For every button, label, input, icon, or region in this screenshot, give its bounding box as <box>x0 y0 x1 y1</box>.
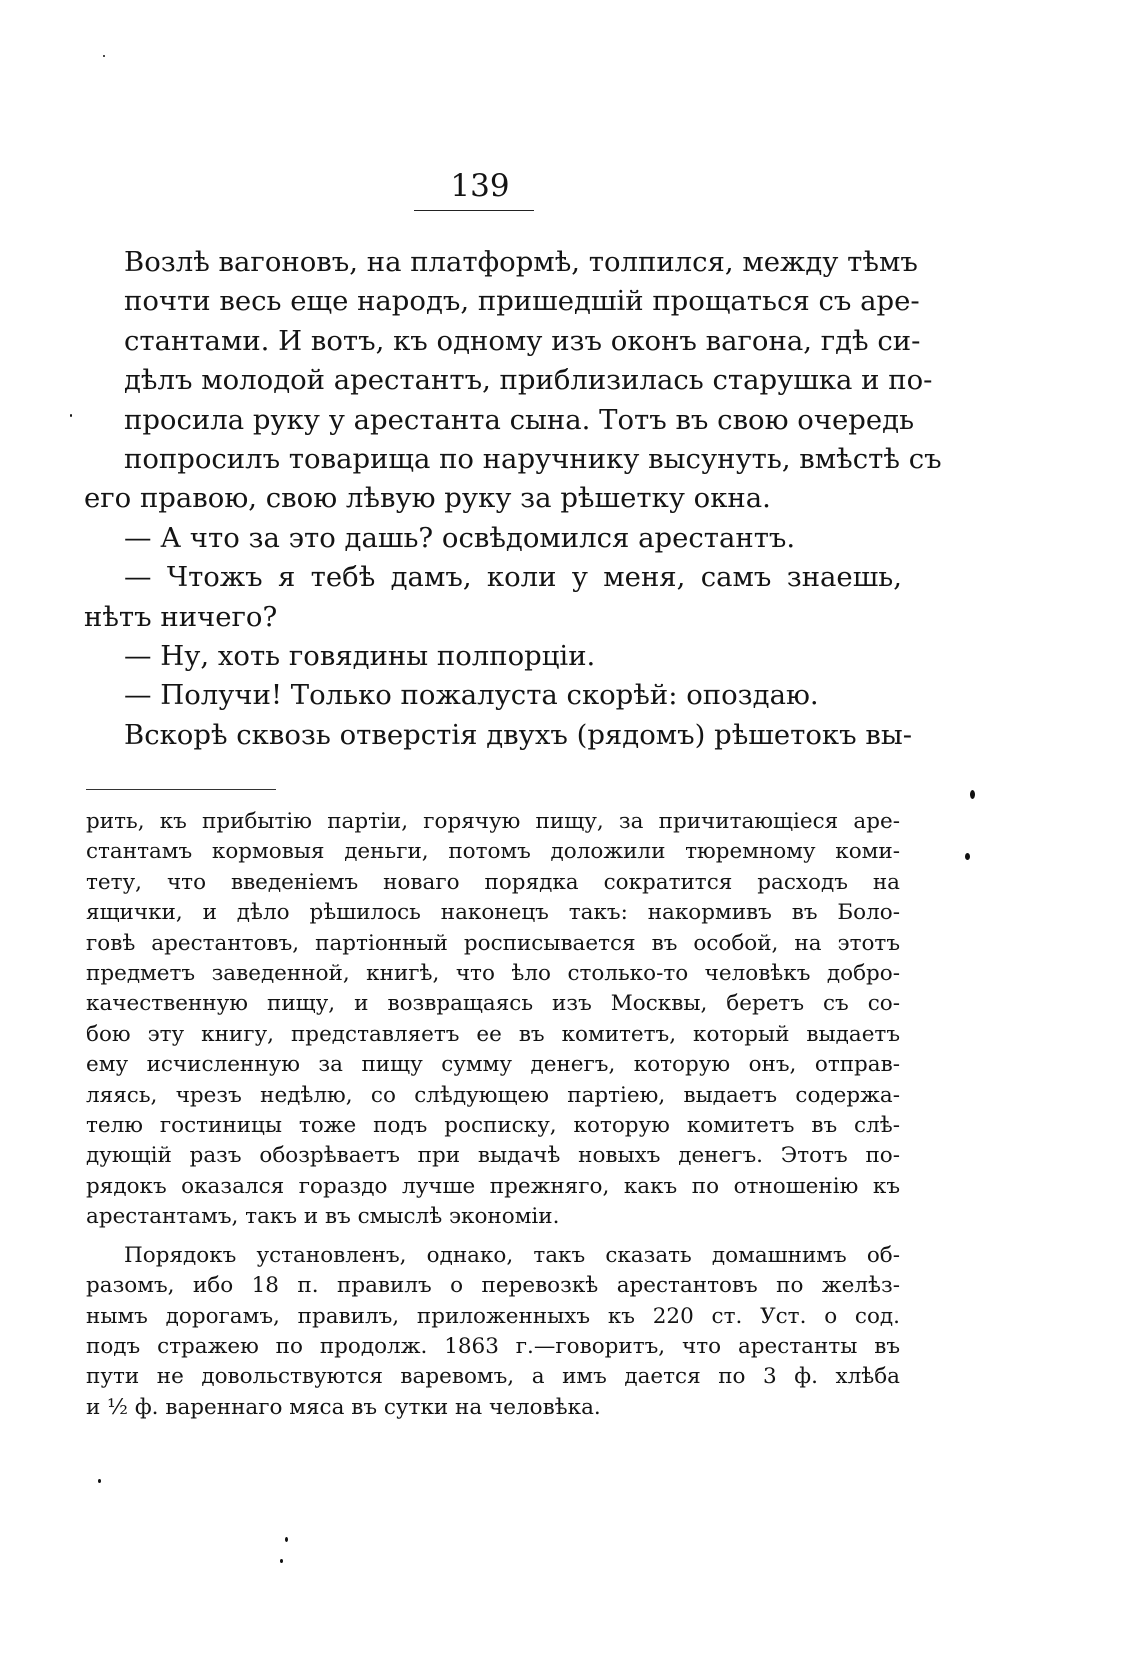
footnote-line: арестантамъ, такъ и въ смыслѣ экономіи. <box>86 1204 560 1230</box>
scan-speck <box>970 790 975 799</box>
main-text-line: нѣтъ ничего? <box>84 600 278 633</box>
main-text-line: — А что за это дашь? освѣдомился арестантъ. <box>124 521 796 554</box>
footnote-rule <box>86 789 276 790</box>
scan-speck <box>285 1537 288 1542</box>
main-text-line: дѣлъ молодой арестантъ, приблизилась старушка и по- <box>124 364 933 397</box>
main-text-line: почти весь еще народъ, пришедшій прощаться съ аре- <box>124 285 920 318</box>
footnote-line: разомъ, ибо 18 п. правилъ о перевозкѣ арестантовъ по желѣз- <box>86 1273 900 1299</box>
main-text-line: стантами. И вотъ, къ одному изъ оконъ вагона, гдѣ си- <box>124 324 921 357</box>
footnote-line: Порядокъ установленъ, однако, такъ сказать домашнимъ об- <box>124 1242 900 1268</box>
footnote-line: тету, что введеніемъ новаго порядка сократится расходъ на <box>86 869 900 895</box>
footnote-line: телю гостиницы тоже подъ росписку, которую комитетъ въ слѣ- <box>86 1113 900 1139</box>
footnote <box>86 807 900 1423</box>
main-text-line: Возлѣ вагоновъ, на платформѣ, толпился, между тѣмъ <box>124 246 918 278</box>
scan-speck <box>280 1559 283 1563</box>
main-text-line: просила руку у арестанта сына. Тотъ въ свою очередь <box>124 403 915 436</box>
footnote-line: рядокъ оказался гораздо лучше прежняго, какъ по отношенію къ <box>86 1173 900 1199</box>
footnote-line: говѣ арестантовъ, партіонный росписывается въ особой, на этотъ <box>86 930 900 956</box>
main-text <box>84 243 942 755</box>
main-text-line: его правою, свою лѣвую руку за рѣшетку окна. <box>84 482 771 515</box>
main-text-line: — Получи! Только пожалуста скорѣй: опоздаю. <box>124 679 819 712</box>
page-number: 139 <box>450 168 510 204</box>
footnote-line: нымъ дорогамъ, правилъ, приложенныхъ къ 220 ст. Уст. о сод. <box>86 1303 900 1329</box>
footnote-line: качественную пищу, и возвращаясь изъ Москвы, беретъ съ со- <box>86 991 900 1017</box>
main-text-line: Вскорѣ сквозь отверстія двухъ (рядомъ) рѣшетокъ вы- <box>124 718 913 751</box>
scan-speck <box>98 1479 101 1483</box>
page-number-rule <box>414 210 534 211</box>
main-text-line: — Ну, хоть говядины полпорціи. <box>124 640 596 673</box>
footnote-line: предметъ заведенной, книгѣ, что ѣло столько-то человѣкъ добро- <box>86 961 900 987</box>
footnote-line: бою эту книгу, представляетъ ее въ комитетъ, который выдаетъ <box>86 1021 900 1047</box>
footnote-line: стантамъ кормовыя деньги, потомъ доложили тюремному коми- <box>86 839 900 865</box>
footnote-line: рить, къ прибытію партіи, горячую пищу, за причитающіеся аре- <box>86 809 900 834</box>
main-text-line: попросилъ товарища по наручнику высунуть, вмѣстѣ съ <box>124 443 942 476</box>
footnote-line: ляясь, чрезъ недѣлю, со слѣдующею партіею, выдаетъ содержа- <box>86 1082 900 1108</box>
footnote-line: дующій разъ обозрѣваетъ при выдачѣ новыхъ денегъ. Этотъ по- <box>86 1143 900 1169</box>
scan-speck <box>70 414 72 417</box>
main-text-line: — Чтожъ я тебѣ дамъ, коли у меня, самъ знаешь, <box>124 561 902 594</box>
footnote-line: подъ стражею по продолж. 1863 г.—говоритъ, что арестанты въ <box>86 1333 900 1359</box>
footnote-line: и ½ ф. вареннаго мяса въ сутки на человѣка. <box>86 1394 601 1420</box>
footnote-line: ящички, и дѣло рѣшилось наконецъ такъ: накормивъ въ Боло- <box>86 900 900 926</box>
scan-speck <box>103 55 105 57</box>
footnote-line: пути не довольствуются варевомъ, а имъ дается по 3 ф. хлѣба <box>86 1364 900 1390</box>
footnote-line: ему исчисленную за пищу сумму денегъ, которую онъ, отправ- <box>86 1052 900 1078</box>
scan-speck <box>965 853 970 860</box>
